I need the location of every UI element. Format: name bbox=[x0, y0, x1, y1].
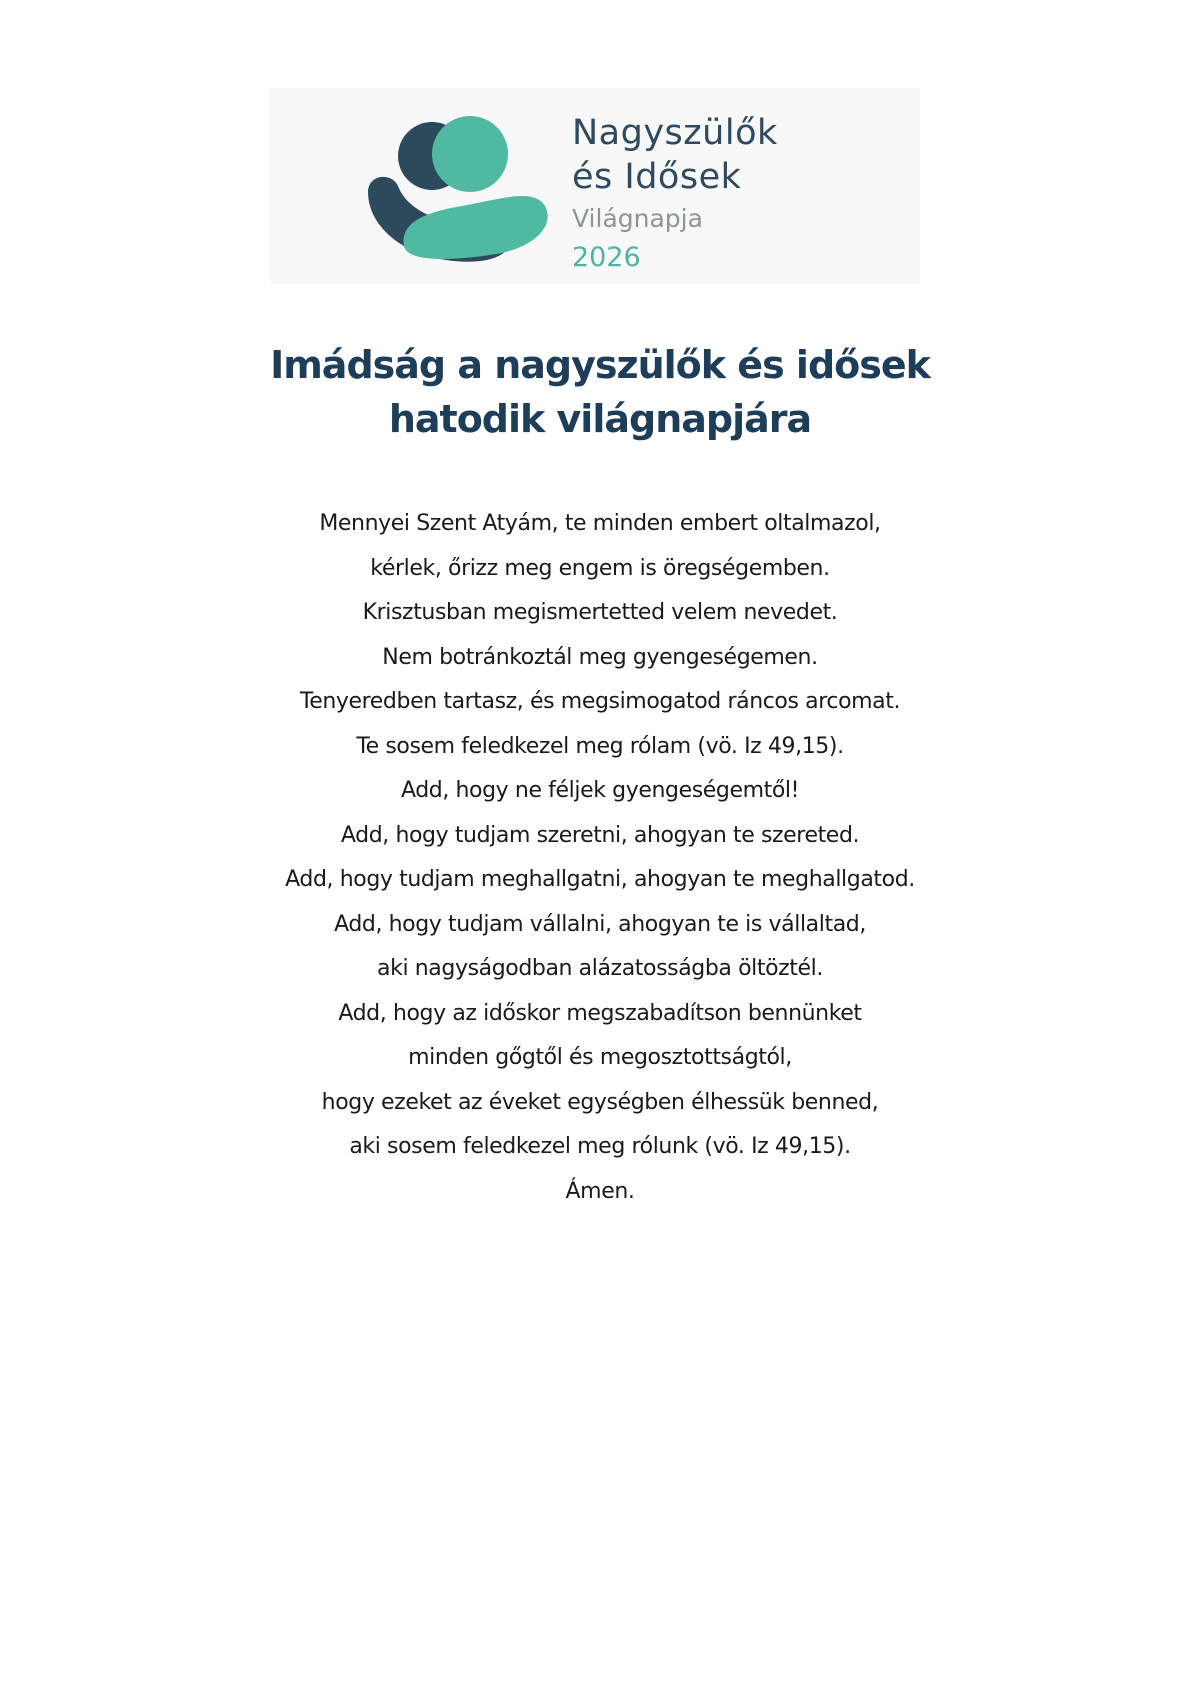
logo-mark-icon bbox=[364, 114, 550, 264]
prayer-line: aki sosem feledkezel meg rólunk (vö. Iz 49,15). bbox=[349, 1134, 851, 1159]
prayer-line: Add, hogy tudjam vállalni, ahogyan te is vállaltad, bbox=[334, 911, 866, 937]
prayer-line: Add, hogy tudjam szeretni, ahogyan te szereted. bbox=[340, 822, 860, 848]
prayer-line: Te sosem feledkezel meg rólam (vö. Iz 49,15). bbox=[356, 733, 844, 759]
prayer-line: Nem botránkoztál meg gyengeségemen. bbox=[382, 644, 818, 670]
prayer-line: minden gőgtől és megosztottságtól, bbox=[408, 1045, 792, 1070]
logo-line-3: Világnapja bbox=[572, 204, 703, 233]
logo-line-1: Nagyszülők bbox=[572, 113, 778, 153]
prayer-line: Add, hogy ne féljek gyengeségemtől! bbox=[400, 778, 800, 803]
prayer-line: kérlek, őrizz meg engem is öregségemben. bbox=[370, 555, 830, 581]
title-line-1: Imádság a nagyszülők és idősek bbox=[270, 343, 930, 387]
logo bbox=[270, 88, 920, 284]
logo-line-2: és Idősek bbox=[572, 157, 742, 197]
prayer-line: Tenyeredben tartasz, és megsimogatod ráncos arcomat. bbox=[299, 689, 901, 714]
prayer-line: Add, hogy az időskor megszabadítson bennünket bbox=[338, 1000, 862, 1026]
logo-teal-arm bbox=[404, 196, 548, 259]
prayer-line: hogy ezeket az éveket egységben élhessük benned, bbox=[321, 1089, 879, 1115]
prayer-line: Add, hogy tudjam meghallgatni, ahogyan te meghallgatod. bbox=[285, 867, 915, 892]
logo-text bbox=[572, 113, 778, 278]
prayer-text bbox=[150, 502, 1050, 1214]
title-line-2: hatodik világnapjára bbox=[388, 397, 812, 441]
logo-year: 2026 bbox=[572, 242, 641, 273]
prayer-amen: Ámen. bbox=[565, 1178, 635, 1204]
page-title bbox=[200, 338, 1000, 446]
prayer-line: Krisztusban megismertetted velem nevedet. bbox=[362, 600, 838, 625]
prayer-line: aki nagyságodban alázatosságba öltöztél. bbox=[377, 956, 823, 981]
prayer-line: Mennyei Szent Atyám, te minden embert oltalmazol, bbox=[319, 511, 881, 536]
logo-teal-head bbox=[432, 116, 508, 192]
